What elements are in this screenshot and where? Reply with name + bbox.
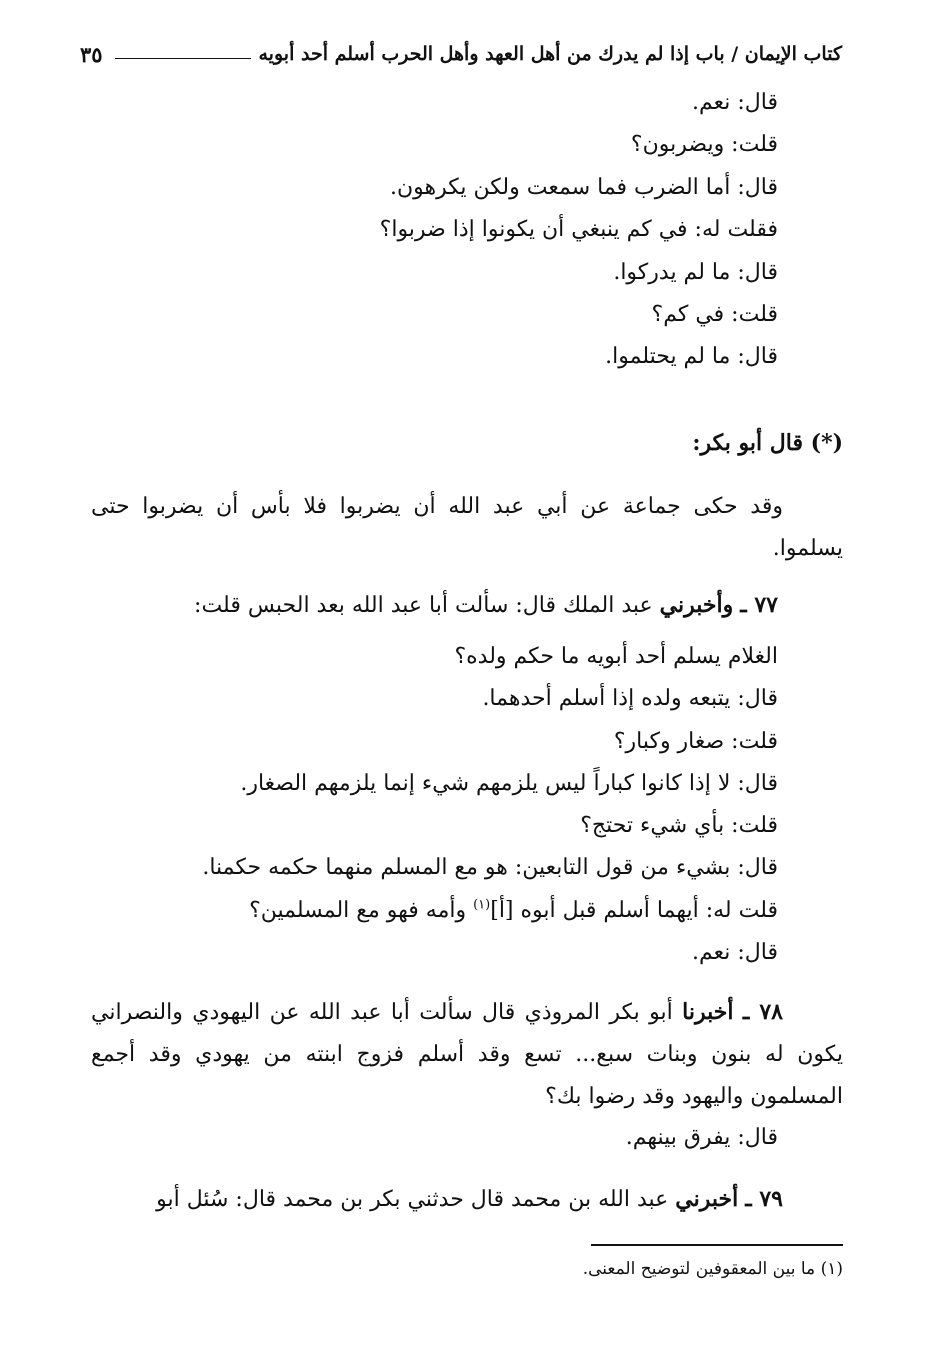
note-heading-text: (*) قال أبو بكر: xyxy=(692,430,843,456)
footnote-ref: (١) xyxy=(473,897,491,913)
header-rule xyxy=(115,58,251,59)
page-number: ٣٥ xyxy=(80,41,103,67)
dialog-line: قال: ما لم يحتلموا. xyxy=(605,344,778,369)
report-79-lead: أخبرني xyxy=(675,1186,739,1212)
report-78-text: أبو بكر المروذي قال سألت أبا عبد الله عن اليهودي والنصراني يكون له بنون وبنات سبع... تسع وقد أسلم فزوج ابنته من يهودي وقد أجمع المسلمون واليهود وقد رضوا بك؟ xyxy=(91,1000,843,1109)
report-77-heading xyxy=(194,590,778,621)
footnote-rule xyxy=(591,1244,843,1246)
dialog-line: قال: يتبعه ولده إذا أسلم أحدهما. xyxy=(482,686,778,711)
note-heading xyxy=(692,428,843,459)
dialog-line: الغلام يسلم أحد أبويه ما حكم ولده؟ xyxy=(454,644,778,669)
note-paragraph xyxy=(91,486,843,570)
report-77-text: عبد الملك قال: سألت أبا عبد الله بعد الحبس قلت: xyxy=(194,593,653,618)
dialog-line-with-footnote xyxy=(249,896,778,926)
dialog-line: قال: نعم. xyxy=(692,90,778,115)
running-header xyxy=(80,34,842,74)
note-text: وقد حكى جماعة عن أبي عبد الله أن يضربوا فلا بأس أن يضربوا حتى يسلموا. xyxy=(91,494,843,561)
dialog-line: قال: أما الضرب فما سمعت ولكن يكرهون. xyxy=(390,175,778,200)
dialog-line: قال: ما لم يدركوا. xyxy=(613,260,778,285)
header-title: كتاب الإيمان / باب إذا لم يدرك من أهل العهد وأهل الحرب أسلم أحد أبويه xyxy=(258,43,842,65)
report-78-answer: قال: يفرق بينهم. xyxy=(625,1125,778,1150)
dialog-line: قال: لا إذا كانوا كباراً ليس يلزمهم شيء إنما يلزمهم الصغار. xyxy=(240,771,778,796)
line-text-before-ref: قلت له: أيهما أسلم قبل أبوه [أ] xyxy=(490,898,778,923)
report-78-number: ٧٨ ـ xyxy=(742,999,783,1025)
line-text-after-ref: وأمه فهو مع المسلمين؟ xyxy=(249,898,474,923)
report-77-lead: وأخبرني xyxy=(659,592,734,618)
dialog-line: قال: نعم. xyxy=(692,940,778,965)
dialog-line: قال: بشيء من قول التابعين: هو مع المسلم منهما حكمه حكمنا. xyxy=(202,855,778,880)
dialog-line: قلت: في كم؟ xyxy=(651,302,778,327)
report-79-paragraph xyxy=(91,1178,843,1221)
report-79-text: عبد الله بن محمد قال حدثني بكر بن محمد قال: سُئل أبو xyxy=(156,1187,669,1212)
report-77-number: ٧٧ ـ xyxy=(740,592,778,618)
report-78-paragraph xyxy=(91,991,843,1118)
report-78-lead: أخبرنا xyxy=(682,999,734,1025)
dialog-line: فقلت له: في كم ينبغي أن يكونوا إذا ضربوا؟ xyxy=(379,217,778,242)
dialog-line: قلت: بأي شيء تحتج؟ xyxy=(580,813,778,838)
report-79-number: ٧٩ ـ xyxy=(745,1186,783,1212)
dialog-line: قلت: صغار وكبار؟ xyxy=(613,729,778,754)
footnote: (١) ما بين المعقوفين لتوضيح المعنى. xyxy=(582,1259,843,1279)
dialog-line: قلت: ويضربون؟ xyxy=(630,132,778,157)
